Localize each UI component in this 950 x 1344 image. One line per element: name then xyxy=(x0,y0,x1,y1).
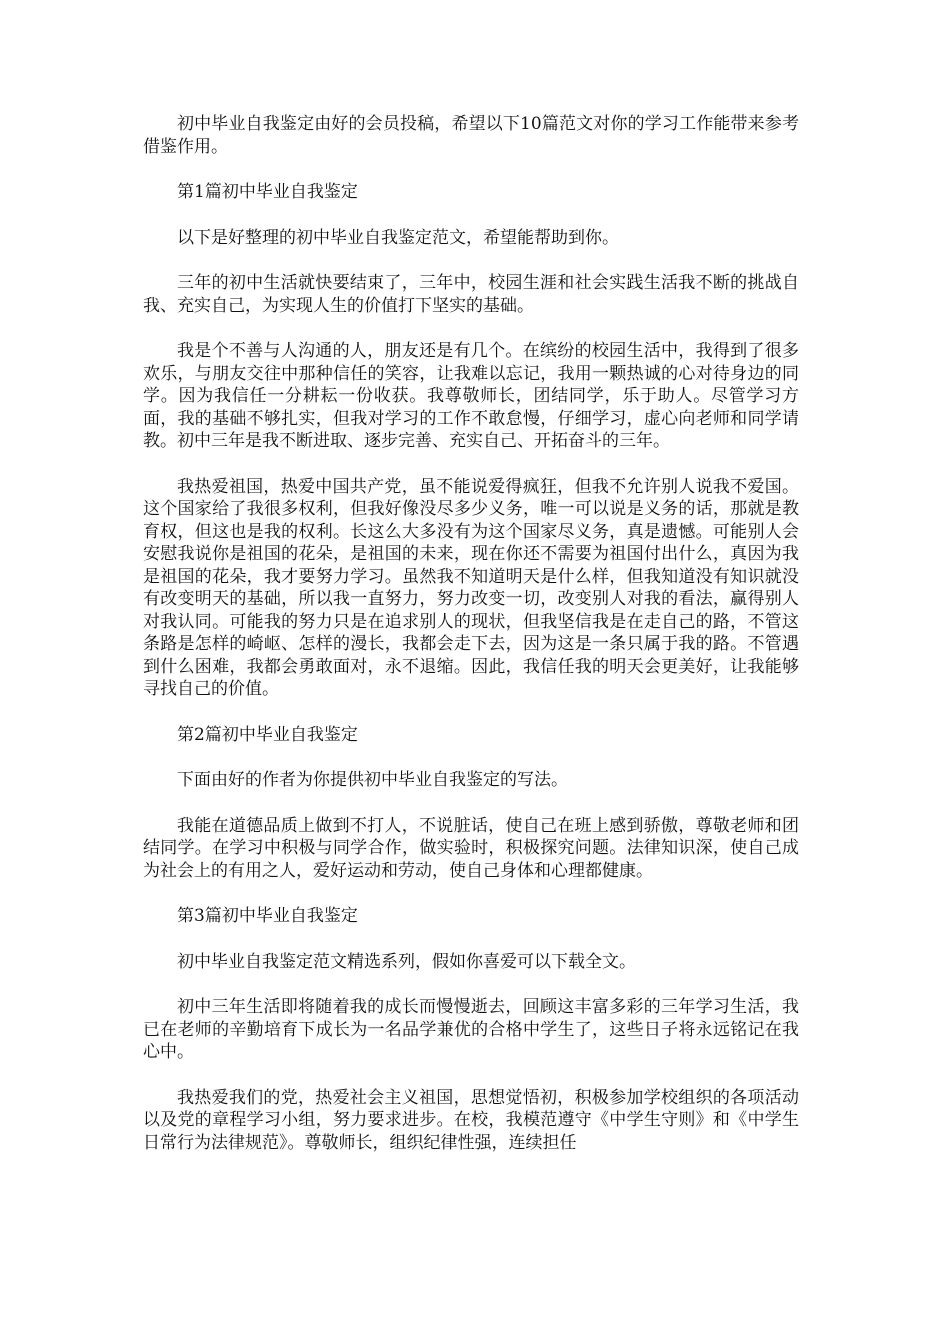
section-2-paragraph-1: 我能在道德品质上做到不打人，不说脏话，使自己在班上感到骄傲，尊敬老师和团结同学。在学习中积极与同学合作，做实验时，积极探究问题。法律知识深，使自己成为社会上的有用之人，爱好运动和劳动，使自己身体和心理都健康。 xyxy=(143,815,799,881)
section-3-lead: 初中毕业自我鉴定范文精选系列，假如你喜爱可以下载全文。 xyxy=(177,951,636,972)
section-heading-1: 第1篇初中毕业自我鉴定 xyxy=(177,182,358,202)
section-2-lead: 下面由好的作者为你提供初中毕业自我鉴定的写法。 xyxy=(177,770,568,790)
section-heading-2: 第2篇初中毕业自我鉴定 xyxy=(177,724,358,745)
section-1-paragraph-2: 我是个不善与人沟通的人，朋友还是有几个。在缤纷的校园生活中，我得到了很多欢乐，与朋友交往中那种信任的笑容，让我难以忘记，我用一颗热诚的心对待身边的同学。因为我信任一分耕耘一份收获。我尊敬师长，团结同学，乐于助人。尽管学习方面，我的基础不够扎实，但我对学习的工作不敢怠慢，仔细学习，虚心向老师和同学请教。初中三年是我不断进取、逐步完善、充实自己、开拓奋斗的三年。 xyxy=(143,341,799,451)
intro-paragraph: 初中毕业自我鉴定由好的会员投稿，希望以下10篇范文对你的学习工作能带来参考借鉴作用。 xyxy=(143,114,799,157)
section-heading-3: 第3篇初中毕业自我鉴定 xyxy=(177,906,358,926)
section-1-paragraph-3: 我热爱祖国，热爱中国共产党，虽不能说爱得疯狂，但我不允许别人说我不爱国。这个国家给了我很多权利，但我好像没尽多少义务，唯一可以说是义务的话，那就是教育权，但这也是我的权利。长这么大多没有为这个国家尽义务，真是遗憾。可能别人会安慰我说你是祖国的花朵，是祖国的未来，现在你还不需要为祖国付出什么，真因为我是祖国的花朵，我才要努力学习。虽然我不知道明天是什么样，但我知道没有知识就没有改变明天的基础，所以我一直努力，努力改变一切，改变别人对我的看法，赢得别人对我认同。可能我的努力只是在追求别人的现状，但我坚信我是在走自己的路，不管这条路是怎样的崎岖、怎样的漫长，我都会走下去，因为这是一条只属于我的路。不管遇到什么困难，我都会勇敢面对，永不退缩。因此，我信任我的明天会更美好，让我能够寻找自己的价值。 xyxy=(143,476,799,699)
section-3-paragraph-1: 初中三年生活即将随着我的成长而慢慢逝去，回顾这丰富多彩的三年学习生活，我已在老师的辛勤培育下成长为一名品学兼优的合格中学生了，这些日子将永远铭记在我心中。 xyxy=(143,997,799,1062)
section-1-paragraph-1: 三年的初中生活就快要结束了，三年中，校园生涯和社会实践生活我不断的挑战自我、充实自己，为实现人生的价值打下坚实的基础。 xyxy=(143,273,799,316)
section-3-paragraph-2: 我热爱我们的党，热爱社会主义祖国，思想觉悟初，积极参加学校组织的各项活动以及党的章程学习小组，努力要求进步。在校，我模范遵守《中学生守则》和《中学生日常行为法律规范》。尊敬师长，组织纪律性强，连续担任 xyxy=(143,1087,799,1153)
document-body xyxy=(143,113,799,1177)
section-1-lead: 以下是好整理的初中毕业自我鉴定范文，希望能帮助到你。 xyxy=(177,227,619,248)
